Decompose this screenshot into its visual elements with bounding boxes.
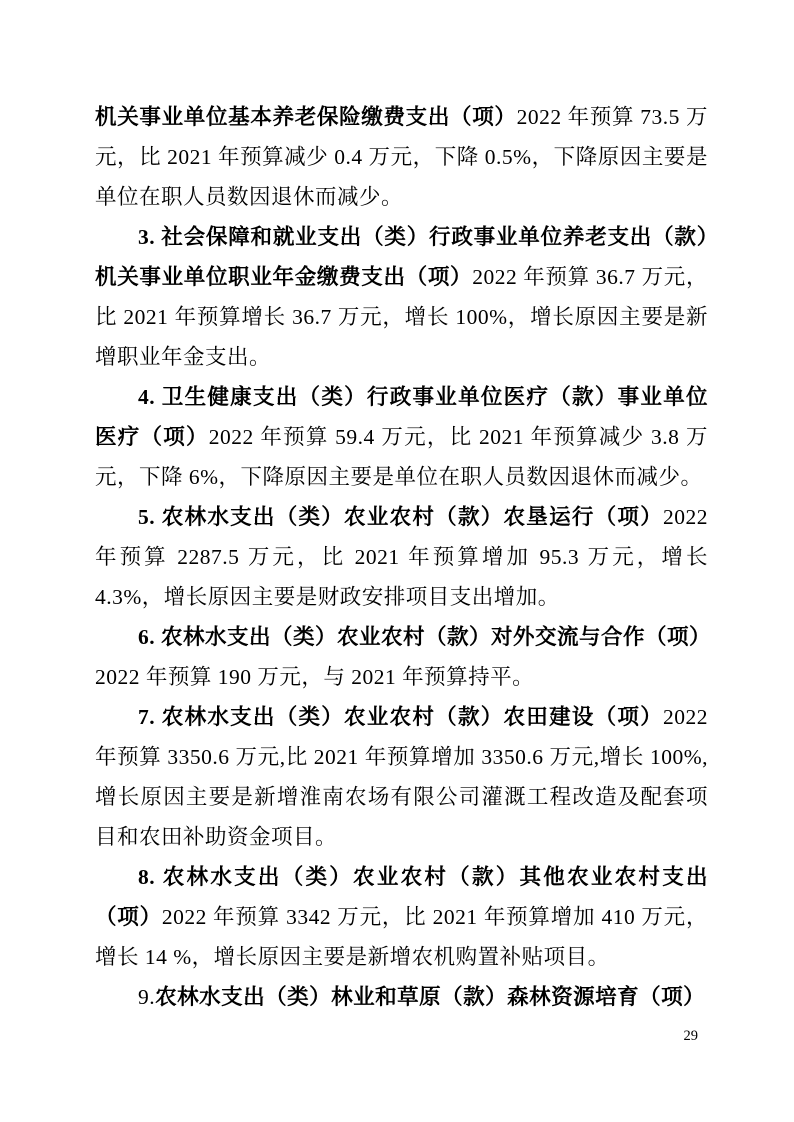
para-forest-cultivation-heading: 农林水支出（类）林业和草原（款）森林资源培育（项） — [155, 985, 706, 1009]
para-agri-reclamation-heading: 5. 农林水支出（类）农业农村（款）农垦运行（项） — [138, 505, 663, 529]
para-agri-reclamation — [95, 497, 708, 617]
para-health-medical-heading: 4. 卫生健康支出（类）行政事业单位医疗（款）事业单位医疗（项） — [95, 385, 708, 449]
para-farmland-construction-heading: 7. 农林水支出（类）农业农村（款）农田建设（项） — [138, 705, 663, 729]
para-other-agriculture — [95, 857, 708, 977]
page-body — [95, 97, 712, 1017]
para-health-medical — [95, 377, 708, 497]
para-social-security-annuity — [95, 217, 708, 377]
para-foreign-cooperation — [95, 617, 712, 697]
para-foreign-cooperation-heading: 6. 农林水支出（类）农业农村（款）对外交流与合作（项） — [138, 625, 712, 649]
para-farmland-construction — [95, 697, 708, 857]
para-basic-pension-heading: 机关事业单位基本养老保险缴费支出（项） — [95, 105, 517, 129]
para-other-agriculture-heading: 8. 农林水支出（类）农业农村（款）其他农业农村支出（项） — [95, 865, 708, 929]
para-basic-pension — [95, 97, 708, 217]
para-forest-cultivation-prefix: 9. — [138, 985, 156, 1009]
page-number: 29 — [683, 1028, 698, 1044]
para-agri-reclamation-text: 2022 年预算 2287.5 万元，比 2021 年预算增加 95.3 万元，增长 4.3%，增长原因主要是财政安排项目支出增加。 — [95, 505, 708, 609]
para-foreign-cooperation-text: 2022 年预算 190 万元，与 2021 年预算持平。 — [95, 665, 535, 689]
para-basic-pension-text: 2022 年预算 73.5 万元，比 2021 年预算减少 0.4 万元，下降 0.5%，下降原因主要是单位在职人员数因退休而减少。 — [95, 105, 708, 209]
para-social-security-annuity-text: 2022 年预算 36.7 万元，比 2021 年预算增长 36.7 万元，增长 100%，增长原因主要是新增职业年金支出。 — [95, 265, 708, 369]
para-farmland-construction-text: 2022 年预算 3350.6 万元,比 2021 年预算增加 3350.6 万元,增长 100%,增长原因主要是新增淮南农场有限公司灌溉工程改造及配套项目和农田补助资金项目。 — [95, 705, 708, 849]
para-other-agriculture-text: 2022 年预算 3342 万元，比 2021 年预算增加 410 万元，增长 14 %，增长原因主要是新增农机购置补贴项目。 — [95, 905, 708, 969]
para-forest-cultivation — [95, 977, 708, 1017]
para-health-medical-text: 2022 年预算 59.4 万元，比 2021 年预算减少 3.8 万元，下降 6%，下降原因主要是单位在职人员数因退休而减少。 — [95, 425, 708, 489]
para-social-security-annuity-heading: 3. 社会保障和就业支出（类）行政事业单位养老支出（款）机关事业单位职业年金缴费支出（项） — [95, 225, 708, 289]
